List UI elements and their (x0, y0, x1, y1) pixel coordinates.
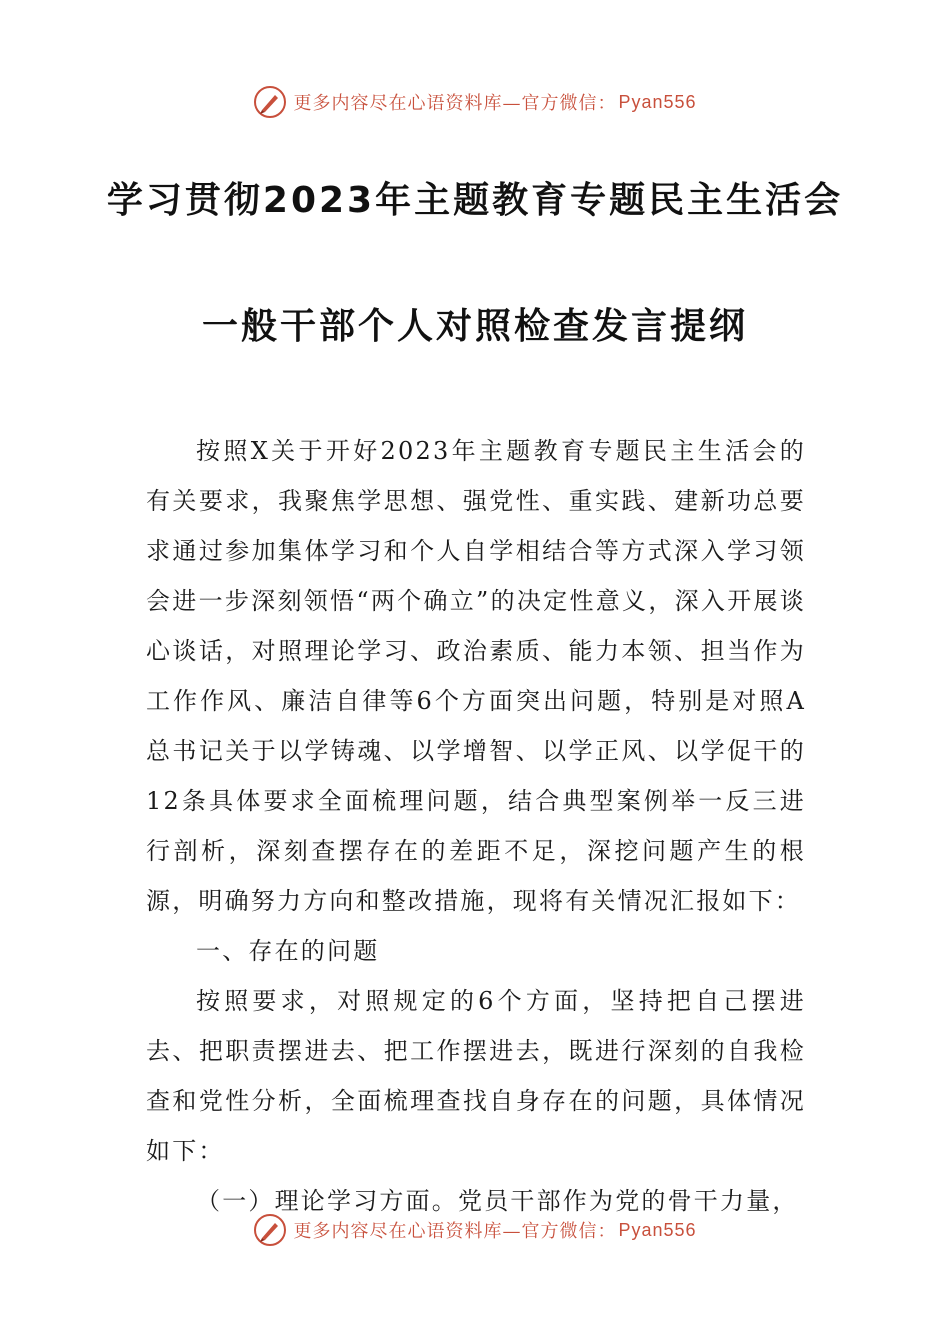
document-body (146, 426, 806, 1226)
subsection-paragraph: （一）理论学习方面。党员干部作为党的骨干力量， (196, 1187, 799, 1215)
watermark-text: 更多内容尽在心语资料库—官方微信： (293, 1221, 617, 1242)
section-heading: 一、存在的问题 (196, 937, 380, 965)
watermark-header (0, 82, 950, 122)
pen-logo-icon (253, 1213, 287, 1247)
watermark-wechat-id: Pyan556 (618, 91, 697, 112)
document-title-line2: 一般干部个人对照检查发言提纲 (201, 306, 748, 347)
document-title-line1: 学习贯彻2023年主题教育专题民主生活会 (106, 180, 844, 221)
pen-logo-icon (253, 85, 287, 119)
body-paragraph: 按照要求，对照规定的6个方面，坚持把自己摆进去、把职责摆进去、把工作摆进去，既进行深刻的自我检查和党性分析，全面梳理查找自身存在的问题，具体情况如下： (146, 987, 806, 1165)
watermark-wechat-id: Pyan556 (618, 1219, 697, 1240)
watermark-text: 更多内容尽在心语资料库—官方微信： (293, 93, 617, 114)
intro-paragraph: 按照X关于开好2023年主题教育专题民主生活会的有关要求，我聚焦学思想、强党性、重实践、建新功总要求通过参加集体学习和个人自学相结合等方式深入学习领会进一步深刻领悟“两个确立”的决定性意义，深入开展谈心谈话，对照理论学习、政治素质、能力本领、担当作为工作作风、廉洁自律等6个方面突出问题，特别是对照A总书记关于以学铸魂、以学增智、以学正风、以学促干的12条具体要求全面梳理问题，结合典型案例举一反三进行剖析，深刻查摆存在的差距不足，深挖问题产生的根源，明确努力方向和整改措施，现将有关情况汇报如下： (146, 437, 806, 915)
watermark-footer (0, 1210, 950, 1250)
